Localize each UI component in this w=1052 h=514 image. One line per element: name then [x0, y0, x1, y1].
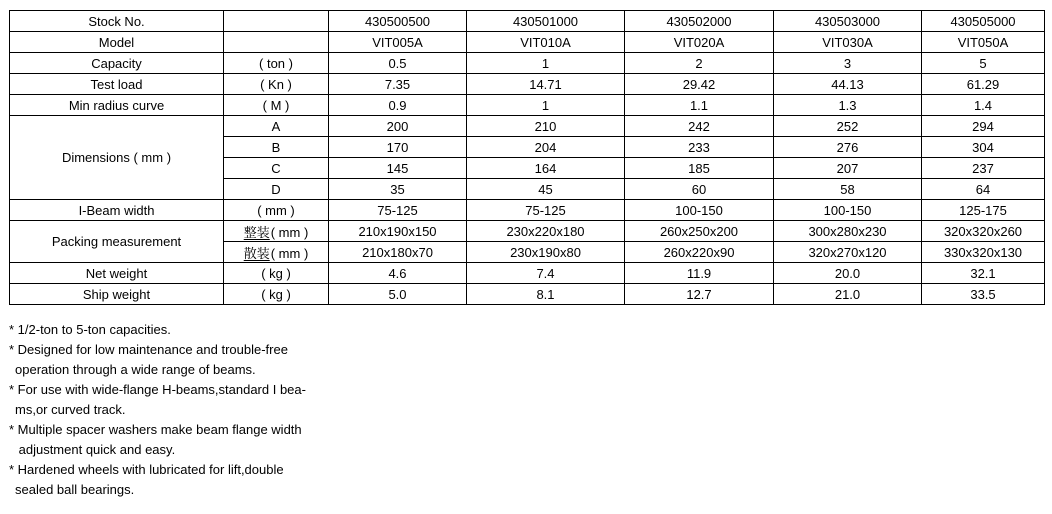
row-label-net-weight: Net weight — [10, 263, 224, 284]
value-cell: 304 — [922, 137, 1045, 158]
unit-cell: D — [224, 179, 329, 200]
value-cell: 44.13 — [774, 74, 922, 95]
note-line: * 1/2-ton to 5-ton capacities. — [9, 322, 171, 337]
value-cell: 1 — [467, 53, 625, 74]
value-cell: 230x220x180 — [467, 221, 625, 242]
row-min-radius-curve — [10, 95, 1045, 116]
value-cell: 29.42 — [625, 74, 774, 95]
unit-cell — [224, 11, 329, 32]
value-cell: 0.9 — [329, 95, 467, 116]
packing-unit-suffix: ( mm ) — [270, 224, 309, 240]
row-model — [10, 32, 1045, 53]
value-cell: VIT005A — [329, 32, 467, 53]
row-label-test-load: Test load — [10, 74, 224, 95]
value-cell: 252 — [774, 116, 922, 137]
value-cell: 60 — [625, 179, 774, 200]
value-cell: 5.0 — [329, 284, 467, 305]
spec-table — [9, 10, 1045, 305]
value-cell: 1 — [467, 95, 625, 116]
value-cell: 14.71 — [467, 74, 625, 95]
unit-cell: A — [224, 116, 329, 137]
row-packing-assembled — [10, 221, 1045, 242]
value-cell: 100-150 — [774, 200, 922, 221]
value-cell: 45 — [467, 179, 625, 200]
value-cell: 242 — [625, 116, 774, 137]
note-line: * Designed for low maintenance and trouble-free — [9, 342, 288, 357]
value-cell: 32.1 — [922, 263, 1045, 284]
note-line-continuation: ms,or curved track. — [15, 402, 126, 417]
value-cell: 64 — [922, 179, 1045, 200]
row-label-stock-no: Stock No. — [10, 11, 224, 32]
value-cell: 237 — [922, 158, 1045, 179]
value-cell: 0.5 — [329, 53, 467, 74]
value-cell: VIT030A — [774, 32, 922, 53]
note-line-continuation: operation through a wide range of beams. — [15, 362, 256, 377]
value-cell: 8.1 — [467, 284, 625, 305]
value-cell: VIT050A — [922, 32, 1045, 53]
value-cell: 276 — [774, 137, 922, 158]
value-cell: 294 — [922, 116, 1045, 137]
value-cell: 145 — [329, 158, 467, 179]
value-cell: 1.3 — [774, 95, 922, 116]
note-line: * Hardened wheels with lubricated for lift,double — [9, 462, 284, 477]
row-i-beam-width — [10, 200, 1045, 221]
row-capacity — [10, 53, 1045, 74]
unit-cell — [224, 242, 329, 263]
value-cell: 430501000 — [467, 11, 625, 32]
unit-cell: ( mm ) — [224, 200, 329, 221]
row-label-dimensions: Dimensions ( mm ) — [10, 116, 224, 200]
note-line: * For use with wide-flange H-beams,standard I bea- — [9, 382, 306, 397]
value-cell: 164 — [467, 158, 625, 179]
value-cell: 58 — [774, 179, 922, 200]
value-cell: 1.4 — [922, 95, 1045, 116]
value-cell: 100-150 — [625, 200, 774, 221]
value-cell: 200 — [329, 116, 467, 137]
row-dimension-a — [10, 116, 1045, 137]
value-cell: 233 — [625, 137, 774, 158]
row-ship-weight — [10, 284, 1045, 305]
row-label-i-beam-width: I-Beam width — [10, 200, 224, 221]
row-net-weight — [10, 263, 1045, 284]
unit-cell — [224, 32, 329, 53]
value-cell: 21.0 — [774, 284, 922, 305]
value-cell: 320x320x260 — [922, 221, 1045, 242]
value-cell: 7.4 — [467, 263, 625, 284]
row-label-capacity: Capacity — [10, 53, 224, 74]
value-cell: 210 — [467, 116, 625, 137]
value-cell: 3 — [774, 53, 922, 74]
value-cell: 430503000 — [774, 11, 922, 32]
row-test-load — [10, 74, 1045, 95]
unit-cell: ( kg ) — [224, 284, 329, 305]
unit-cell: B — [224, 137, 329, 158]
value-cell: 330x320x130 — [922, 242, 1045, 263]
value-cell: 4.6 — [329, 263, 467, 284]
value-cell: VIT010A — [467, 32, 625, 53]
packing-assembled-cn-label: 整装 — [243, 224, 270, 240]
value-cell: 260x220x90 — [625, 242, 774, 263]
row-stock-no — [10, 11, 1045, 32]
note-line-continuation: adjustment quick and easy. — [15, 442, 176, 457]
value-cell: 61.29 — [922, 74, 1045, 95]
value-cell: 12.7 — [625, 284, 774, 305]
value-cell: 75-125 — [467, 200, 625, 221]
value-cell: 204 — [467, 137, 625, 158]
note-line-continuation: sealed ball bearings. — [15, 482, 135, 497]
notes-section — [9, 320, 1044, 500]
value-cell: 5 — [922, 53, 1045, 74]
value-cell: 230x190x80 — [467, 242, 625, 263]
value-cell: 210x190x150 — [329, 221, 467, 242]
value-cell: 125-175 — [922, 200, 1045, 221]
unit-cell: ( Kn ) — [224, 74, 329, 95]
value-cell: 430500500 — [329, 11, 467, 32]
value-cell: 320x270x120 — [774, 242, 922, 263]
value-cell: 260x250x200 — [625, 221, 774, 242]
value-cell: 300x280x230 — [774, 221, 922, 242]
value-cell: 20.0 — [774, 263, 922, 284]
value-cell: 1.1 — [625, 95, 774, 116]
unit-cell: ( kg ) — [224, 263, 329, 284]
value-cell: 35 — [329, 179, 467, 200]
value-cell: 2 — [625, 53, 774, 74]
row-label-model: Model — [10, 32, 224, 53]
value-cell: 33.5 — [922, 284, 1045, 305]
packing-bulk-cn-label: 散装 — [243, 245, 270, 261]
value-cell: VIT020A — [625, 32, 774, 53]
unit-cell — [224, 221, 329, 242]
note-line: * Multiple spacer washers make beam flange width — [9, 422, 302, 437]
value-cell: 75-125 — [329, 200, 467, 221]
value-cell: 11.9 — [625, 263, 774, 284]
value-cell: 430505000 — [922, 11, 1045, 32]
unit-cell: ( M ) — [224, 95, 329, 116]
packing-unit-suffix: ( mm ) — [270, 245, 309, 261]
row-label-packing-measurement: Packing measurement — [10, 221, 224, 263]
unit-cell: ( ton ) — [224, 53, 329, 74]
row-label-min-radius-curve: Min radius curve — [10, 95, 224, 116]
value-cell: 170 — [329, 137, 467, 158]
row-label-ship-weight: Ship weight — [10, 284, 224, 305]
value-cell: 207 — [774, 158, 922, 179]
unit-cell: C — [224, 158, 329, 179]
value-cell: 7.35 — [329, 74, 467, 95]
value-cell: 185 — [625, 158, 774, 179]
value-cell: 210x180x70 — [329, 242, 467, 263]
value-cell: 430502000 — [625, 11, 774, 32]
